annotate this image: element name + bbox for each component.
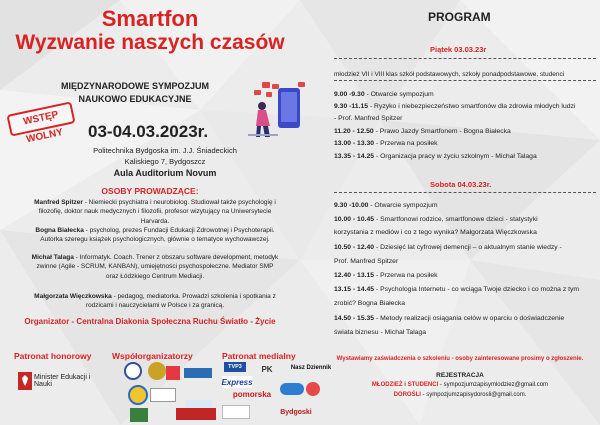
schedule-text: zrobić? Bogna Białecka	[334, 300, 406, 307]
coorganizers-heading: Współorganizatorzy	[112, 351, 193, 361]
media-logo	[176, 408, 216, 420]
venue-line1: Politechnika Bydgoska im. J.J. Śniadeckich	[93, 146, 237, 155]
schedule-text: - Przerwa na posiłek	[374, 272, 438, 279]
speaker-name: Michał Talaga	[31, 254, 74, 261]
event-title: Smartfon	[101, 6, 199, 31]
schedule-text: świata biznesu - Michał Talaga	[334, 329, 427, 336]
schedule-item	[334, 126, 596, 138]
pk-logo: PK	[261, 364, 273, 374]
schedule-item	[334, 270, 596, 282]
coorganizer-logo	[166, 366, 180, 380]
coorganizer-logo	[128, 385, 148, 405]
registration-heading: REJESTRACJA	[436, 372, 484, 379]
schedule-time: 10.50 - 12.40	[334, 244, 375, 251]
schedule-item	[334, 214, 596, 226]
schedule-time: 9.30 -10.00	[334, 202, 369, 209]
coorganizer-logo	[150, 388, 176, 402]
event-subtitle: Wyzwanie naszych czasów	[15, 31, 285, 54]
honorary-patron-heading: Patronat honorowy	[14, 351, 92, 361]
day1-heading: Piątek 03.03.23r	[430, 45, 487, 54]
schedule-item	[334, 256, 596, 268]
registration-youth	[320, 382, 600, 388]
speaker-name: Manfred Spitzer	[34, 199, 83, 206]
schedule-text: - Smartfonowi rodzice, smartfonowe dzieci - statystyki	[374, 216, 538, 223]
event-date: 03-04.03.2023r.	[88, 122, 209, 141]
schedule-text: korzystania z mediów i co z tego wynika? Małgorzata Więczkowska	[334, 229, 537, 236]
registration-youth-email[interactable]: - sympozjumzapisymlodziez@gmail.com	[438, 382, 549, 388]
day2-heading: Sobota 04.03.23r.	[430, 180, 492, 189]
coorganizer-logo	[124, 362, 142, 380]
divider	[334, 192, 596, 193]
venue-line3: Aula Auditorium Novum	[113, 168, 217, 178]
speaker-description: - Niemiecki psychiatra i neurobiolog. Studiował także psychologię i filozofię, doktor nauk medycznych i filozofii, profesor wizytujący na Uniwersytecie Harvarda.	[38, 199, 276, 225]
schedule-text: Prof. Manfred Spitzer	[334, 258, 399, 265]
schedule-item	[334, 101, 596, 113]
schedule-item	[334, 200, 596, 212]
free-entry-stamp: WSTĘP WOLNY	[6, 101, 75, 136]
schedule-time: 13.35 - 14.25	[334, 153, 375, 160]
schedule-text: - Prawo Jazdy Smartfonem - Bogna Białecka	[373, 128, 511, 135]
schedule-item	[334, 113, 596, 125]
schedule-text: - Otwarcie sympozjum	[368, 202, 438, 209]
ministry-logo: Minister Edukacji i Nauki	[34, 374, 91, 388]
certificate-note: Wystawiamy zaświadczenia o szkoleniu - osoby zainteresowane prosimy o zgłoszenie.	[336, 356, 584, 362]
schedule-time: 12.40 - 13.15	[334, 272, 375, 279]
schedule-item	[334, 298, 596, 310]
speaker-name: Bogna Białecka	[35, 227, 84, 234]
divider	[334, 58, 596, 59]
schedule-item	[334, 227, 596, 239]
media-patron-heading: Patronat medialny	[222, 351, 296, 361]
speaker-bio	[30, 292, 280, 311]
organizer: Organizator - Centralna Diakonia Społeczna Ruchu Światło - Życie	[24, 317, 276, 326]
media-logo	[280, 383, 304, 395]
schedule-time: 13.15 - 14.45	[334, 286, 375, 293]
pomorska-logo: pomorska	[232, 389, 272, 399]
coorganizer-logo	[148, 362, 166, 380]
tvp3-logo: TVP3	[224, 362, 246, 372]
registration-adult-email[interactable]: - sympozjumzapisydorosli@gmail.com.	[420, 392, 527, 398]
bydgoski-logo: Bydgoski	[280, 408, 312, 416]
schedule-time: 9.30 -11.15	[334, 103, 369, 110]
program-heading: PROGRAM	[428, 10, 491, 24]
schedule-time: 10.00 - 10.45	[334, 216, 375, 223]
poland-eagle-icon	[18, 372, 32, 390]
schedule-text: - Metody realizacji osiągania celów w oparciu o doświadczenie	[374, 315, 565, 322]
schedule-item	[334, 138, 596, 150]
schedule-time: 13.00 - 13.30	[334, 140, 375, 147]
schedule-text: - Dziesięć lat cyfrowej demencji – o aktualnym stanie wiedzy -	[374, 244, 562, 251]
nasz-dziennik-logo: Nasz Dziennik	[290, 364, 332, 371]
express-logo: Express	[221, 377, 253, 387]
schedule-time: 9.00 -9.30	[334, 91, 365, 98]
media-logo	[306, 382, 320, 396]
speaker-bio	[30, 253, 280, 281]
schedule-item	[334, 151, 596, 163]
symposium-line2: NAUKOWO EDUKACYJNE	[78, 94, 192, 104]
schedule-time: 11.20 - 12.50	[334, 128, 374, 135]
speaker-description: - psycholog, prezes Fundacji Edukacji Zdrowotnej i Psychoterapii. Autorka szeregu książek psychologicznych, głównie o tematyce wychowawczej.	[40, 227, 275, 244]
speaker-name: Małgorzata Więczkowska	[34, 293, 112, 300]
speaker-bio	[30, 198, 280, 226]
speakers-heading: OSOBY PROWADZĄCE:	[101, 186, 199, 196]
coorganizer-logo	[130, 408, 148, 422]
schedule-text: - Przerwa na posiłek	[374, 140, 438, 147]
registration-adults	[320, 392, 600, 398]
registration-adult-label: DOROŚLI	[393, 392, 421, 398]
coorganizer-logo	[184, 368, 212, 378]
schedule-text: - Organizacja pracy w życiu szkolnym - Michał Talaga	[374, 153, 537, 160]
speaker-description: - pedagog, mediatorka. Prowadzi szkolenia i spotkania z rodzicami i nauczycielami w Polsce i za granicą.	[85, 293, 276, 310]
divider	[334, 80, 596, 81]
schedule-item	[334, 284, 596, 296]
schedule-text: - Psychologia Internetu - co wciąga Twoje dziecko i co można z tym	[374, 286, 580, 293]
speaker-description: - Informatyk. Coach. Trener z obszaru software development, metodyk zwinne (Agile - SCRUM, KANBAN), umiejętności psychospołeczne. Mediator SMP oraz Łódzkiego Centrum Mediacji.	[36, 254, 279, 280]
schedule-text: - Otwarcie sympozjum	[364, 91, 434, 98]
symposium-line1: MIĘDZYNARODOWE SYMPOZJUM	[60, 81, 209, 91]
smartphone-illustration	[248, 82, 310, 138]
schedule-time: 14.50 - 15.35	[334, 315, 375, 322]
registration-youth-label: MŁODZIEŻ i STUDENCI	[371, 382, 439, 388]
schedule-item	[334, 313, 596, 325]
schedule-item	[334, 242, 596, 254]
day1-audience: młodzież VII i VIII klas szkół podstawowych, szkoły ponadpodstawowe, studenci	[334, 71, 565, 78]
schedule-item	[334, 327, 596, 339]
schedule-text: - Ryzyko i niebezpieczeństwo smartfonów dla zdrowia młodych ludzi	[368, 103, 576, 110]
venue	[90, 145, 240, 180]
media-logo	[222, 405, 250, 419]
venue-line2: Kaliskiego 7, Bydgoszcz	[124, 157, 206, 166]
schedule-text: - Prof. Manfred Spitzer	[334, 115, 403, 122]
speaker-bio	[30, 226, 280, 245]
schedule-item	[334, 89, 596, 101]
